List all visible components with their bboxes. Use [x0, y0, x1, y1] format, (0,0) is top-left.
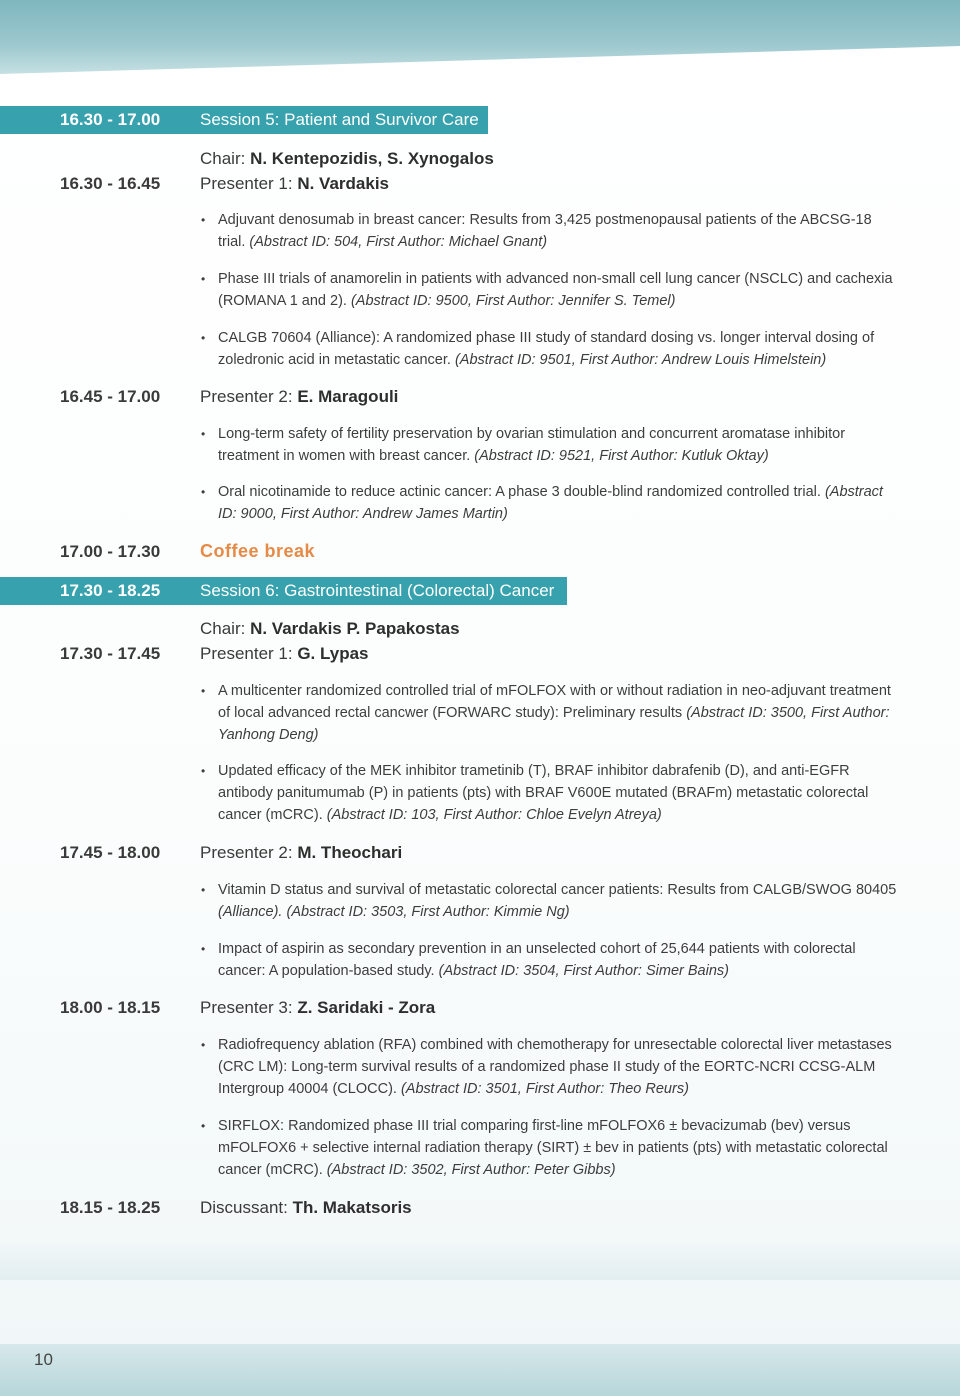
coffee-break-label: Coffee break — [200, 541, 316, 561]
s5-p2-label: Presenter 2: E. Maragouli — [200, 387, 399, 406]
s6-p3-label: Presenter 3: Z. Saridaki - Zora — [200, 998, 436, 1017]
list-item: • Vitamin D status and survival of metastatic colorectal cancer patients: Results from CALGB/SWOG 80405 (Alliance). (Abstract ID: 3503, First Author: Kimmie Ng) — [218, 879, 898, 923]
s6-p3-time: 18.00 - 18.15 — [60, 998, 161, 1017]
session-6-time: 17.30 - 18.25 — [60, 581, 161, 600]
list-item: • Adjuvant denosumab in breast cancer: Results from 3,425 postmenopausal patients of the ABCSG-18 trial. (Abstract ID: 504, First Author: Michael Gnant) — [218, 209, 898, 253]
session-6-chair: Chair: N. Vardakis P. Papakostas — [200, 619, 460, 638]
list-item: • Impact of aspirin as secondary prevention in an unselected cohort of 25,644 patients with colorectal cancer: A population-based study. (Abstract ID: 3504, First Author: Simer Bains) — [218, 938, 898, 982]
s5-p1-time: 16.30 - 16.45 — [60, 174, 161, 193]
list-item: • Updated efficacy of the MEK inhibitor trametinib (T), BRAF inhibitor dabrafenib (D), and anti-EGFR antibody panitumumab (P) in patients (pts) with BRAF V600E mutated (BRAFm) metastatic colorectal cancer (mCRC). (Abstract ID: 103, First Author: Chloe Evelyn Atreya) — [218, 760, 898, 826]
bullet-icon: • — [201, 427, 206, 441]
session-6-header — [0, 577, 567, 605]
list-item: • A multicenter randomized controlled trial of mFOLFOX with or without radiation in neo-adjuvant treatment of local advanced rectal cancwer (FORWARC study): Preliminary results (Abstract ID: 3500, First Author: Yanhong Deng) — [218, 680, 898, 746]
s6-p2-label: Presenter 2: M. Theochari — [200, 843, 403, 862]
bullet-icon: • — [201, 684, 206, 698]
session-6-title: Session 6: Gastrointestinal (Colorectal) Cancer — [200, 581, 555, 600]
list-item: • Oral nicotinamide to reduce actinic cancer: A phase 3 double-blind randomized controlled trial. (Abstract ID: 9000, First Author: Andrew James Martin) — [218, 481, 898, 525]
list-item: • Radiofrequency ablation (RFA) combined with chemotherapy for unresectable colorectal liver metastases (CRC LM): Long-term survival results of a randomized phase II study of the EORTC-NCRI CCSG-ALM Intergroup 40004 (CLOCC). (Abstract ID: 3501, First Author: Theo Reurs) — [218, 1034, 898, 1100]
bullet-icon: • — [201, 1119, 206, 1133]
s6-p2-time: 17.45 - 18.00 — [60, 843, 161, 862]
session-5-header — [0, 106, 488, 134]
bullet-icon: • — [201, 272, 206, 286]
list-item: • CALGB 70604 (Alliance): A randomized phase III study of standard dosing vs. longer interval dosing of zoledronic acid in metastatic cancer. (Abstract ID: 9501, First Author: Andrew Louis Himelstein) — [218, 327, 898, 371]
session-5-time: 16.30 - 17.00 — [60, 110, 161, 129]
bullet-icon: • — [201, 942, 206, 956]
bullet-icon: • — [201, 213, 206, 227]
list-item: • Long-term safety of fertility preservation by ovarian stimulation and concurrent aromatase inhibitor treatment in women with breast cancer. (Abstract ID: 9521, First Author: Kutluk Oktay) — [218, 423, 898, 467]
list-item: • Phase III trials of anamorelin in patients with advanced non-small cell lung cancer (NSCLC) and cachexia (ROMANA 1 and 2). (Abstract ID: 9500, First Author: Jennifer S. Temel) — [218, 268, 898, 312]
s5-p2-time: 16.45 - 17.00 — [60, 387, 161, 406]
session-5-chair: Chair: N. Kentepozidis, S. Xynogalos — [200, 149, 494, 168]
bullet-icon: • — [201, 883, 206, 897]
coffee-break-time: 17.00 - 17.30 — [60, 542, 161, 561]
list-item: • SIRFLOX: Randomized phase III trial comparing first-line mFOLFOX6 ± bevacizumab (bev) versus mFOLFOX6 + selective internal radiation therapy (SIRT) ± bev in patients (pts) with metastatic colorectal cancer (mCRC). (Abstract ID: 3502, First Author: Peter Gibbs) — [218, 1115, 898, 1181]
s6-p1-time: 17.30 - 17.45 — [60, 644, 161, 663]
page-number: 10 — [34, 1350, 53, 1369]
discussant-time: 18.15 - 18.25 — [60, 1198, 161, 1217]
session-5-title: Session 5: Patient and Survivor Care — [200, 110, 479, 129]
bullet-icon: • — [201, 764, 206, 778]
s6-p1-label: Presenter 1: G. Lypas — [200, 644, 369, 663]
discussant-label: Discussant: Th. Makatsoris — [200, 1198, 412, 1217]
bullet-icon: • — [201, 485, 206, 499]
bullet-icon: • — [201, 1038, 206, 1052]
s5-p1-label: Presenter 1: N. Vardakis — [200, 174, 389, 193]
bullet-icon: • — [201, 331, 206, 345]
